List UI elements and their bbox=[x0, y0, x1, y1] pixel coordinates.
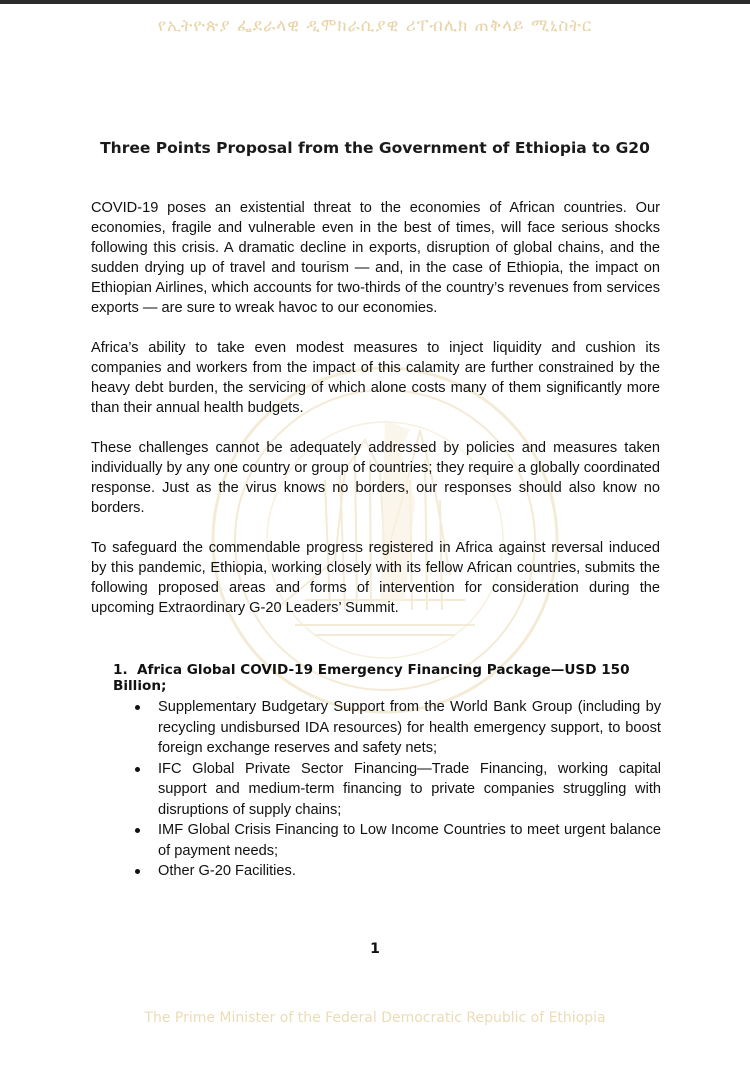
bullet-list bbox=[131, 697, 661, 882]
paragraph-1: COVID-19 poses an existential threat to the economies of African countries. Our economies, fragile and vulnerable even in the best of times, will face serious shocks following this crisis. A dramatic decline in exports, disruption of global chains, and the sudden drying up of travel and tourism — and, in the case of Ethiopia, the impact on Ethiopian Airlines, which accounts for two-thirds of the country’s revenues from services exports — are sure to wreak havoc to our economies. bbox=[91, 200, 660, 316]
top-border bbox=[0, 0, 750, 4]
list-item-text: IFC Global Private Sector Financing—Trade Financing, working capital support and medium-term financing to private companies struggling with disruptions of supply chains; bbox=[158, 760, 661, 818]
page-title: Three Points Proposal from the Government of Ethiopia to G20 bbox=[100, 139, 650, 157]
list-item bbox=[131, 861, 661, 882]
page-number: 1 bbox=[370, 941, 380, 957]
paragraph-3: These challenges cannot be adequately addressed by policies and measures taken individually by any one country or group of countries; they require a globally coordinated response. Just as the virus knows no borders, our responses should also know no borders. bbox=[91, 440, 660, 516]
list-item-text: IMF Global Crisis Financing to Low Income Countries to meet urgent balance of payment needs; bbox=[158, 822, 661, 859]
section-heading-text: Africa Global COVID-19 Emergency Financing Package—USD 150 Billion; bbox=[113, 662, 630, 694]
list-item bbox=[131, 697, 661, 759]
paragraph-2: Africa’s ability to take even modest measures to inject liquidity and cushion its companies and workers from the impact of this calamity are further constrained by the heavy debt burden, the servicing of which alone costs many of them significantly more than their annual health budgets. bbox=[91, 340, 660, 416]
bullet-icon bbox=[135, 767, 140, 772]
bullet-icon bbox=[135, 869, 140, 874]
letterhead-amharic: የኢትዮጵያ ፌደራላዊ ዲሞክራሲያዊ ሪፐብሊክ ጠቅላይ ሚኒስትር bbox=[157, 16, 593, 36]
list-item bbox=[131, 759, 661, 821]
bullet-icon bbox=[135, 828, 140, 833]
list-item-text: Other G-20 Facilities. bbox=[158, 863, 296, 879]
paragraph-4: To safeguard the commendable progress registered in Africa against reversal induced by this pandemic, Ethiopia, working closely with its fellow African countries, submits the following proposed areas and forms of intervention for consideration during the upcoming Extraordinary G-20 Leaders’ Summit. bbox=[91, 540, 660, 616]
bullet-icon bbox=[135, 705, 140, 710]
list-item bbox=[131, 820, 661, 861]
list-item-text: Supplementary Budgetary Support from the World Bank Group (including by recycling undisbursed IDA resources) for health emergency support, to boost foreign exchange reserves and safety nets; bbox=[158, 699, 661, 756]
section-heading bbox=[113, 662, 673, 694]
footer-letterhead: The Prime Minister of the Federal Democratic Republic of Ethiopia bbox=[144, 1010, 606, 1026]
section-number: 1. bbox=[113, 662, 128, 678]
